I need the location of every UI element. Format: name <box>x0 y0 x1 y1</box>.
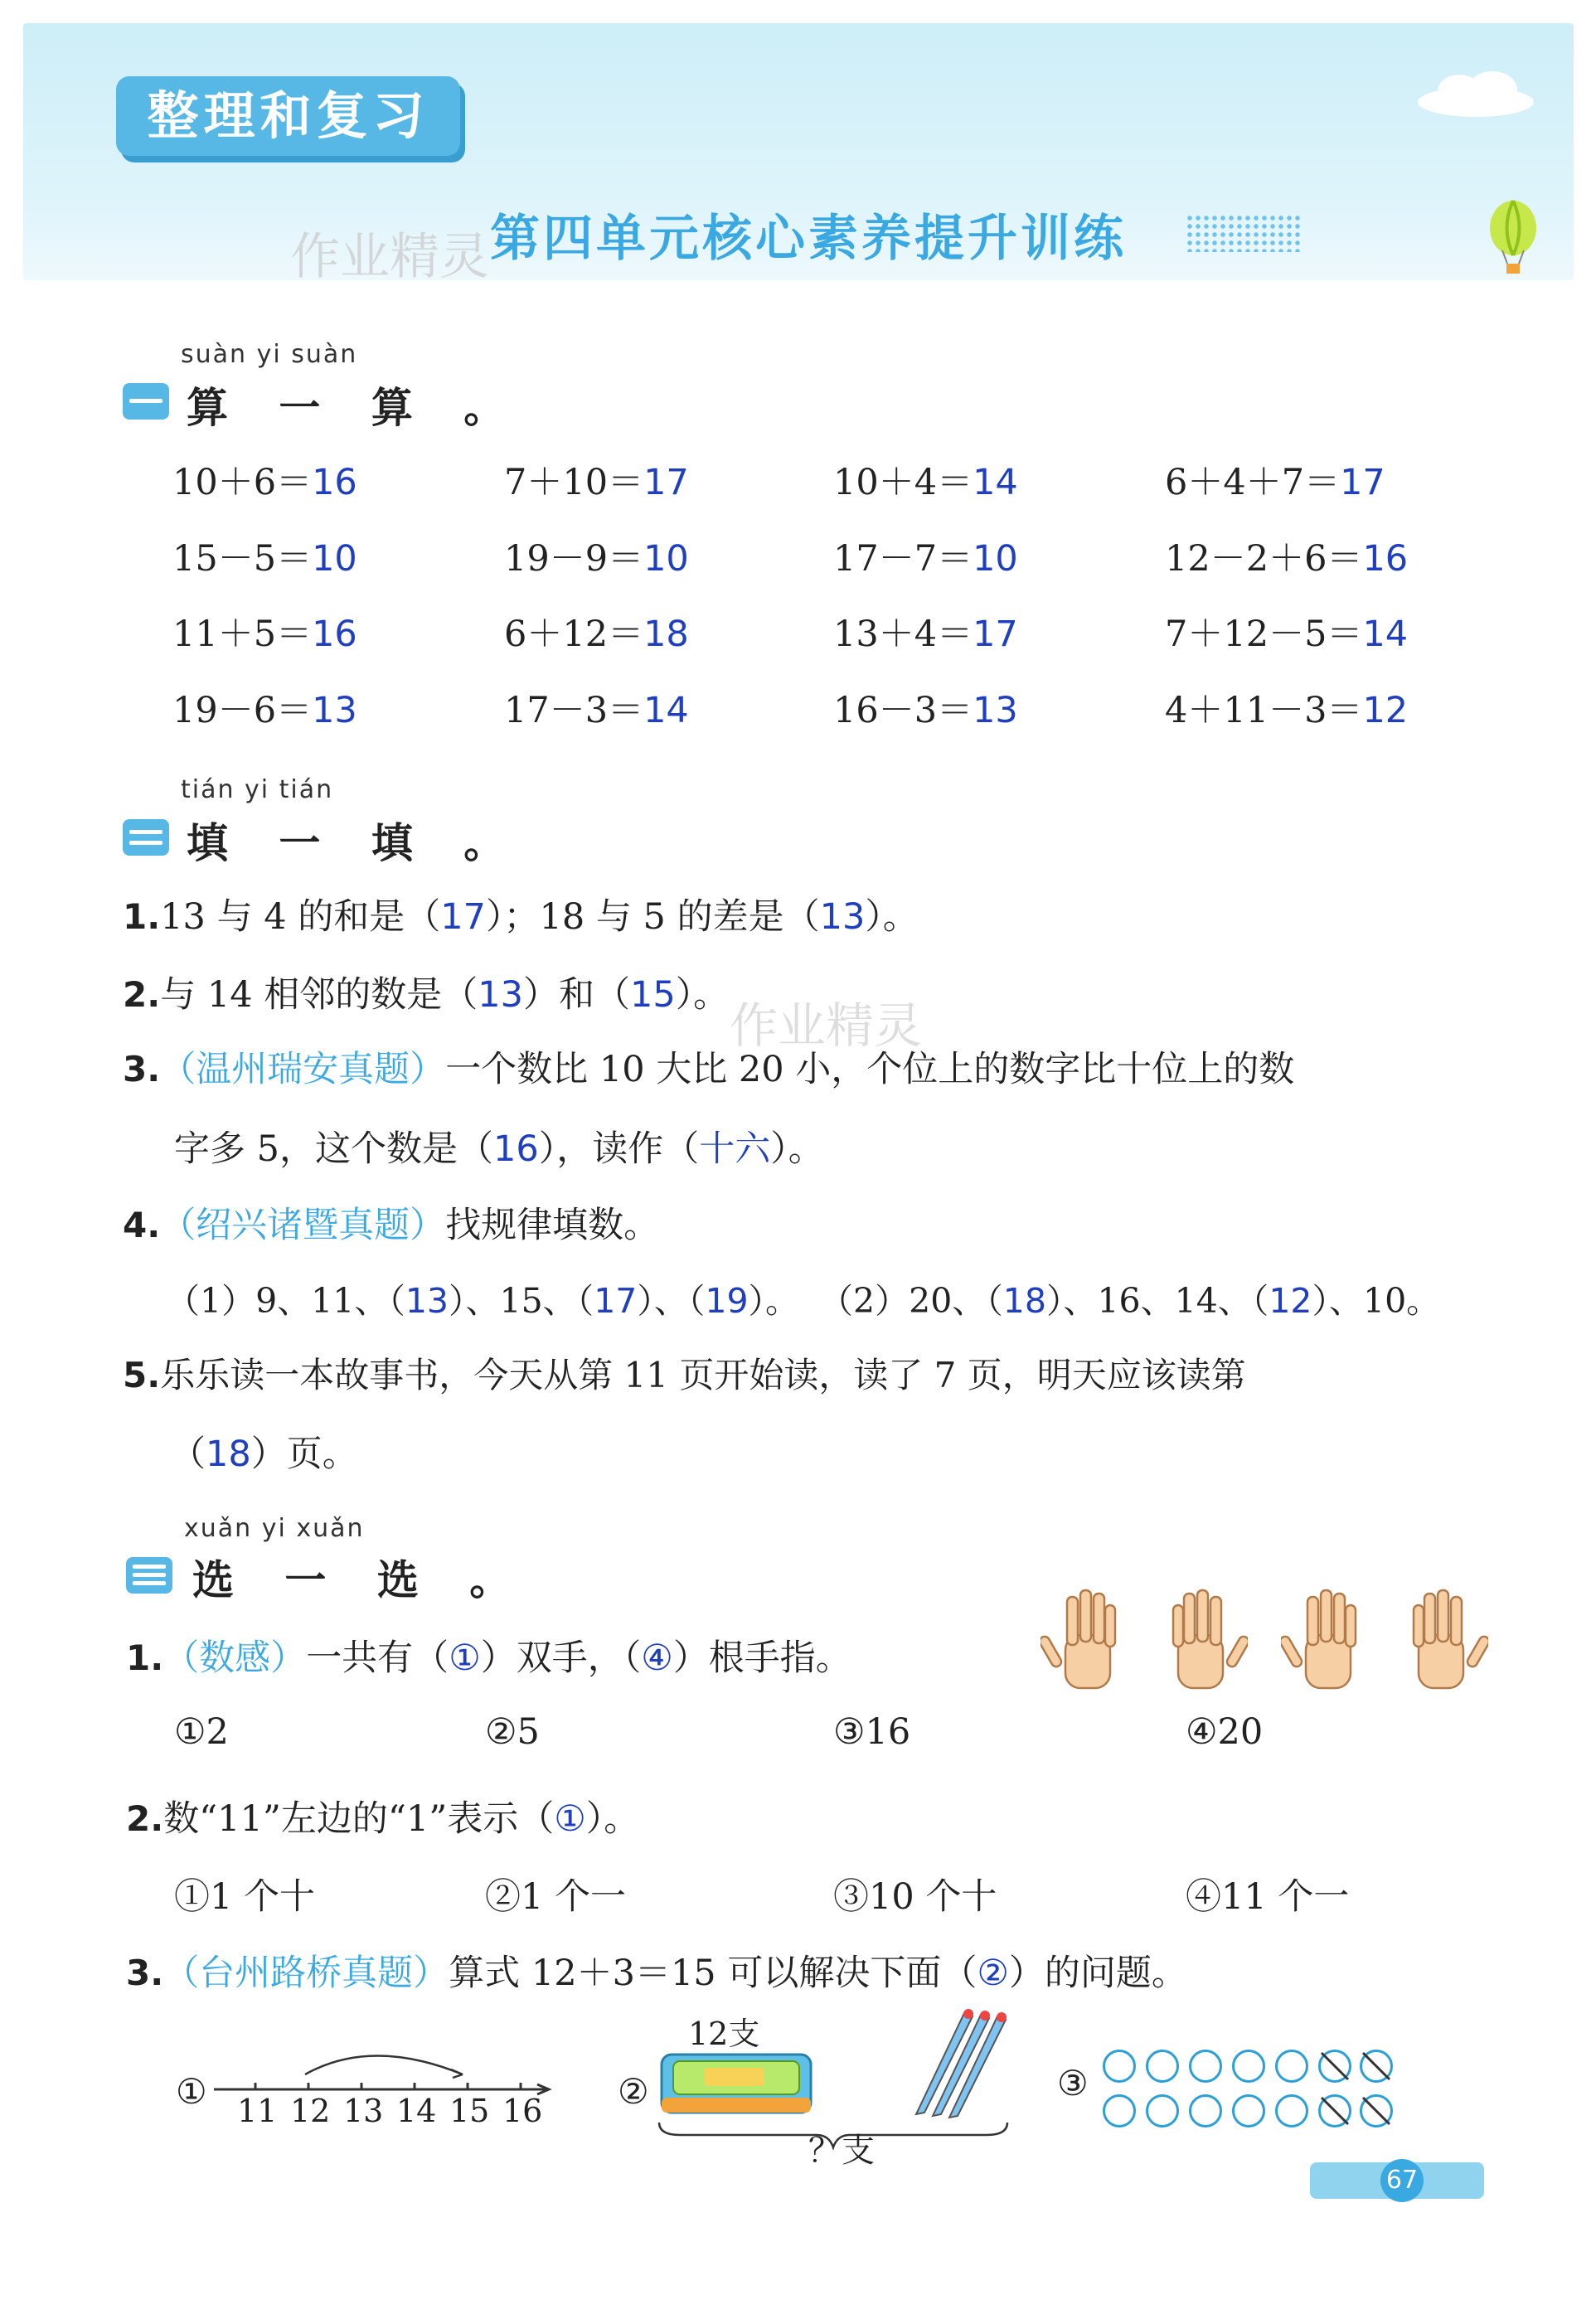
calc-question: 19－9＝ <box>504 538 644 580</box>
fill-question-4-sequences <box>166 1274 1440 1322</box>
answer: 19 <box>705 1281 749 1321</box>
question-number: 3. <box>126 1953 164 1993</box>
section3-title: 选 一 选 。 <box>192 1556 530 1604</box>
question-text: ）、10。 <box>1312 1281 1441 1321</box>
source-tag: （绍兴诸暨真题） <box>160 1205 446 1246</box>
source-tag: （温州瑞安真题） <box>160 1049 446 1090</box>
question-text: 算式 12＋3＝15 可以解决下面（ <box>449 1953 977 1994</box>
numberline-label: 12 <box>290 2093 331 2129</box>
question-number: 1. <box>123 896 161 937</box>
calc-item <box>504 531 689 581</box>
answer: 十六 <box>699 1128 771 1170</box>
answer: 16 <box>493 1128 539 1170</box>
answer: 17 <box>594 1281 638 1321</box>
calc-item <box>172 531 357 581</box>
calc-question: 10＋4＝ <box>833 462 973 503</box>
watermark: 作业精灵 <box>290 228 489 286</box>
calc-item <box>504 606 689 657</box>
section1-title: 算 一 算 。 <box>187 384 524 432</box>
choice-option: ②5 <box>485 1711 540 1753</box>
answer: 17 <box>440 896 486 938</box>
numberline-label: 13 <box>343 2093 384 2129</box>
calc-question: 16－3＝ <box>833 690 973 731</box>
calc-answer: 16 <box>312 462 357 503</box>
question-text: ）、（ <box>637 1281 706 1321</box>
numberline-label: 14 <box>396 2093 437 2129</box>
question-text: （2）20、（ <box>819 1281 1003 1321</box>
calc-item <box>833 454 1018 505</box>
question-text: ）、16、14、（ <box>1045 1281 1269 1321</box>
question-text: ）的问题。 <box>1008 1953 1187 1994</box>
question-number: 1. <box>126 1637 164 1678</box>
circle <box>1189 2094 1222 2128</box>
cross-out-icon <box>1360 2050 1393 2083</box>
calc-item <box>1165 682 1408 733</box>
review-tag: 整理和复习 <box>116 76 460 156</box>
section2-title: 填 一 填 。 <box>187 819 524 867</box>
answer: ① <box>449 1637 481 1679</box>
calc-item <box>833 682 1018 733</box>
fill-question-2 <box>123 967 729 1017</box>
answer: 13 <box>478 974 523 1016</box>
choice-option: ②1 个一 <box>485 1876 627 1918</box>
question-text: ）。 <box>748 1281 800 1321</box>
calc-item <box>172 454 357 505</box>
circle <box>1189 2050 1222 2083</box>
choice-option: ①1 个十 <box>174 1876 316 1918</box>
answer: ④ <box>641 1637 673 1679</box>
calc-question: 10＋6＝ <box>172 462 313 503</box>
question-text: ）、15、（ <box>449 1281 594 1321</box>
fill-question-3-line2 <box>174 1121 824 1172</box>
hand-icon <box>1281 1585 1372 1693</box>
calc-question: 17－3＝ <box>504 690 644 731</box>
section3-pinyin: xuǎn yi xuǎn <box>184 1514 365 1543</box>
question-text: （1）9、11、（ <box>166 1281 405 1321</box>
option2-label: ② <box>618 2071 649 2112</box>
calc-answer: 14 <box>973 462 1018 503</box>
choice-option: ③16 <box>833 1711 911 1753</box>
choice-option: ①2 <box>174 1711 229 1753</box>
calc-item <box>1165 531 1408 581</box>
question-text: ）根手指。 <box>672 1637 851 1679</box>
choice-question-1 <box>126 1630 851 1681</box>
question-text: ），读作（ <box>538 1128 700 1170</box>
question-text: 乐乐读一本故事书，今天从第 11 页开始读，读了 7 页，明天应该读第 <box>160 1355 1246 1395</box>
question-text: 与 14 相邻的数是（ <box>160 974 478 1016</box>
cross-out-icon <box>1318 2050 1351 2083</box>
cross-out-icon <box>1360 2094 1393 2128</box>
question-text: 找规律填数。 <box>445 1205 660 1246</box>
fill-question-5-line2 <box>170 1426 358 1477</box>
page-number: 67 <box>1380 2159 1424 2202</box>
calc-question: 4＋11－3＝ <box>1165 690 1363 731</box>
answer: 13 <box>819 896 866 938</box>
circle <box>1232 2050 1265 2083</box>
calc-question: 6＋12＝ <box>504 614 644 655</box>
hand-icon <box>1397 1585 1488 1693</box>
cross-out-icon <box>1318 2094 1351 2128</box>
calc-question: 13＋4＝ <box>833 614 973 655</box>
source-tag: （数感） <box>163 1637 307 1679</box>
hot-air-balloon-icon <box>1484 199 1542 282</box>
answer: ② <box>977 1953 1009 1994</box>
calc-answer: 16 <box>312 614 357 655</box>
calc-answer: 17 <box>643 462 689 503</box>
option1-label: ① <box>176 2071 207 2112</box>
calc-answer: 18 <box>643 614 689 655</box>
dots-decoration <box>1186 214 1302 252</box>
choice-option: ④11 个一 <box>1186 1876 1350 1918</box>
section2-pinyin: tián yi tián <box>181 775 334 804</box>
calc-question: 11＋5＝ <box>172 614 313 655</box>
calc-item <box>504 454 689 505</box>
choice-question-3 <box>126 1945 1187 1996</box>
hand-icon <box>1041 1585 1132 1693</box>
question-text: ）页。 <box>250 1434 358 1475</box>
question-text: ）和（ <box>522 974 630 1016</box>
circle <box>1146 2050 1179 2083</box>
calc-answer: 16 <box>1362 538 1409 580</box>
question-number: 2. <box>126 1798 164 1839</box>
section2-icon <box>123 819 169 856</box>
question-number: 3. <box>123 1049 161 1089</box>
hand-icon <box>1157 1585 1248 1693</box>
calc-answer: 12 <box>1362 690 1409 731</box>
calc-item <box>172 682 357 733</box>
fill-question-4 <box>123 1197 659 1248</box>
calc-item <box>504 682 689 733</box>
question-text: ）；18 与 5 的差是（ <box>486 896 820 938</box>
calc-item <box>833 606 1018 657</box>
calc-answer: 10 <box>643 538 689 580</box>
question-text: ）双手，（ <box>480 1637 642 1679</box>
calc-answer: 10 <box>973 538 1018 580</box>
question-text: 一个数比 10 大比 20 小，个位上的数字比十位上的数 <box>445 1049 1295 1090</box>
calc-question: 15－5＝ <box>172 538 313 580</box>
numberline-label: 16 <box>502 2093 543 2129</box>
calc-question: 17－7＝ <box>833 538 973 580</box>
choice-question-2 <box>126 1791 639 1841</box>
calc-question: 7＋12－5＝ <box>1165 614 1363 655</box>
circle <box>1146 2094 1179 2128</box>
answer: 15 <box>629 974 676 1016</box>
option3-label: ③ <box>1057 2063 1089 2103</box>
calc-answer: 13 <box>312 690 357 731</box>
calc-answer: 14 <box>1362 614 1409 655</box>
numberline-label: 15 <box>449 2093 490 2129</box>
question-text: 一共有（ <box>306 1637 449 1679</box>
fill-question-1 <box>123 889 919 939</box>
question-text: 13 与 4 的和是（ <box>160 896 441 938</box>
calc-answer: 10 <box>312 538 357 580</box>
question-text: 数“11”左边的“1”表示（ <box>163 1798 555 1840</box>
calc-item <box>833 531 1018 581</box>
calc-question: 19－6＝ <box>172 690 313 731</box>
section3-icon <box>126 1557 172 1594</box>
answer: ① <box>554 1798 586 1840</box>
watermark: 作业精灵 <box>730 997 923 1054</box>
circle <box>1103 2050 1136 2083</box>
question-text: （ <box>170 1434 206 1475</box>
circle <box>1232 2094 1265 2128</box>
question-text: ）。 <box>865 896 919 938</box>
choice-option: ④20 <box>1186 1711 1264 1753</box>
calc-answer: 14 <box>643 690 689 731</box>
unit-title: 第四单元核心素养提升训练 <box>490 210 1127 268</box>
question-number: 5. <box>123 1355 161 1395</box>
cloud-icon <box>1409 65 1542 123</box>
calc-answer: 17 <box>1340 462 1385 503</box>
calc-question: 12－2＋6＝ <box>1165 538 1363 580</box>
calc-question: 6＋4＋7＝ <box>1165 462 1341 503</box>
answer: 18 <box>206 1434 251 1475</box>
answer: 13 <box>405 1281 449 1321</box>
source-tag: （台州路桥真题） <box>163 1953 449 1994</box>
circle <box>1103 2094 1136 2128</box>
fill-question-5 <box>123 1348 1246 1398</box>
calc-answer: 13 <box>973 690 1018 731</box>
choice-option: ③10 个十 <box>833 1876 997 1918</box>
question-number: 2. <box>123 974 161 1015</box>
pencils-icon <box>908 2006 1016 2123</box>
circle <box>1275 2050 1308 2083</box>
calc-question: 7＋10＝ <box>504 462 644 503</box>
answer: 18 <box>1002 1281 1046 1321</box>
calc-answer: 17 <box>973 614 1018 655</box>
question-text: ）。 <box>770 1128 824 1170</box>
question-text: 字多 5，这个数是（ <box>174 1128 494 1170</box>
question-text: ）。 <box>675 974 730 1016</box>
numberline-label: 11 <box>237 2093 278 2129</box>
section1-pinyin: suàn yi suàn <box>181 340 358 369</box>
pencil-box-count: 12支 <box>688 2016 760 2052</box>
question-number: 4. <box>123 1205 161 1245</box>
calc-item <box>1165 454 1385 505</box>
pencil-box-icon <box>655 2048 821 2123</box>
question-text: ）。 <box>585 1798 640 1840</box>
calc-item <box>1165 606 1408 657</box>
answer: 12 <box>1269 1281 1312 1321</box>
brace-label: ？支 <box>808 2132 875 2170</box>
fill-question-3 <box>123 1041 1294 1092</box>
calc-item <box>172 606 357 657</box>
circle <box>1275 2094 1308 2128</box>
section1-icon <box>123 383 169 420</box>
